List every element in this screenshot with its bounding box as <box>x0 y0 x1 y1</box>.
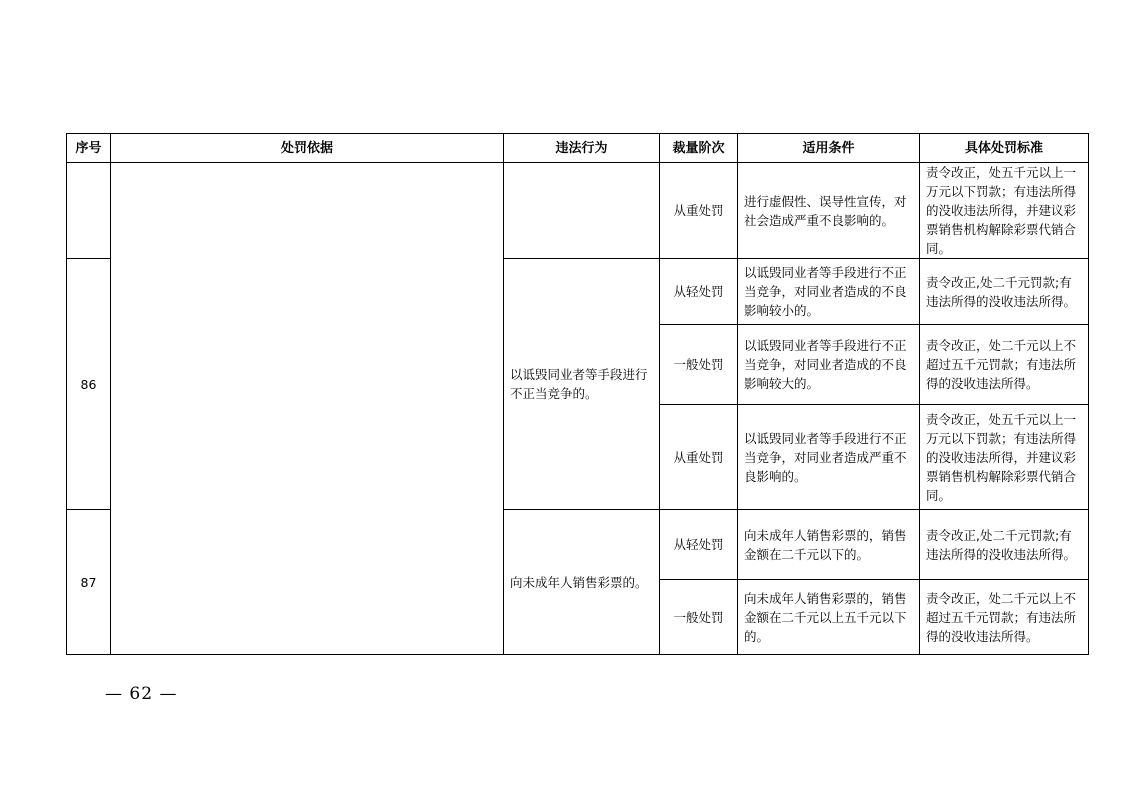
header-standard: 具体处罚标准 <box>920 134 1089 163</box>
page-number: — 62 — <box>105 684 178 704</box>
standard-cell: 责令改正，处五千元以上一万元以下罚款；有违法所得的没收违法所得，并建议彩票销售机构解除彩票代销合同。 <box>920 405 1089 510</box>
header-no: 序号 <box>67 134 111 163</box>
level-cell: 一般处罚 <box>660 580 738 655</box>
level-cell: 从重处罚 <box>660 405 738 510</box>
header-behavior: 违法行为 <box>504 134 660 163</box>
standard-cell: 责令改正，处五千元以上一万元以下罚款；有违法所得的没收违法所得，并建议彩票销售机构解除彩票代销合同。 <box>920 163 1089 259</box>
condition-cell: 以诋毁同业者等手段进行不正当竞争，对同业者造成的不良影响较大的。 <box>738 325 920 405</box>
row-number-87: 87 <box>67 510 111 655</box>
condition-cell: 进行虚假性、误导性宣传，对社会造成严重不良影响的。 <box>738 163 920 259</box>
standard-cell: 责令改正,处二千元罚款;有违法所得的没收违法所得。 <box>920 259 1089 325</box>
standard-cell: 责令改正,处二千元罚款;有违法所得的没收违法所得。 <box>920 510 1089 580</box>
level-cell: 从轻处罚 <box>660 510 738 580</box>
condition-cell: 以诋毁同业者等手段进行不正当竞争，对同业者造成严重不良影响的。 <box>738 405 920 510</box>
condition-cell: 以诋毁同业者等手段进行不正当竞争，对同业者造成的不良影响较小的。 <box>738 259 920 325</box>
table-header-row <box>67 134 1089 163</box>
table-row <box>67 163 1089 259</box>
standard-cell: 责令改正，处二千元以上不超过五千元罚款；有违法所得的没收违法所得。 <box>920 580 1089 655</box>
behavior-cell: 以诋毁同业者等手段进行不正当竞争的。 <box>504 259 660 510</box>
header-level: 裁量阶次 <box>660 134 738 163</box>
basis-cell <box>111 163 504 655</box>
level-cell: 一般处罚 <box>660 325 738 405</box>
row-number-86: 86 <box>67 259 111 510</box>
behavior-cell-empty <box>504 163 660 259</box>
penalty-standards-table <box>66 133 1089 655</box>
level-cell: 从轻处罚 <box>660 259 738 325</box>
level-cell: 从重处罚 <box>660 163 738 259</box>
header-condition: 适用条件 <box>738 134 920 163</box>
header-basis: 处罚依据 <box>111 134 504 163</box>
no-cell-empty <box>67 163 111 259</box>
condition-cell: 向未成年人销售彩票的，销售金额在二千元以上五千元以下的。 <box>738 580 920 655</box>
standard-cell: 责令改正，处二千元以上不超过五千元罚款；有违法所得的没收违法所得。 <box>920 325 1089 405</box>
behavior-cell: 向未成年人销售彩票的。 <box>504 510 660 655</box>
condition-cell: 向未成年人销售彩票的，销售金额在二千元以下的。 <box>738 510 920 580</box>
